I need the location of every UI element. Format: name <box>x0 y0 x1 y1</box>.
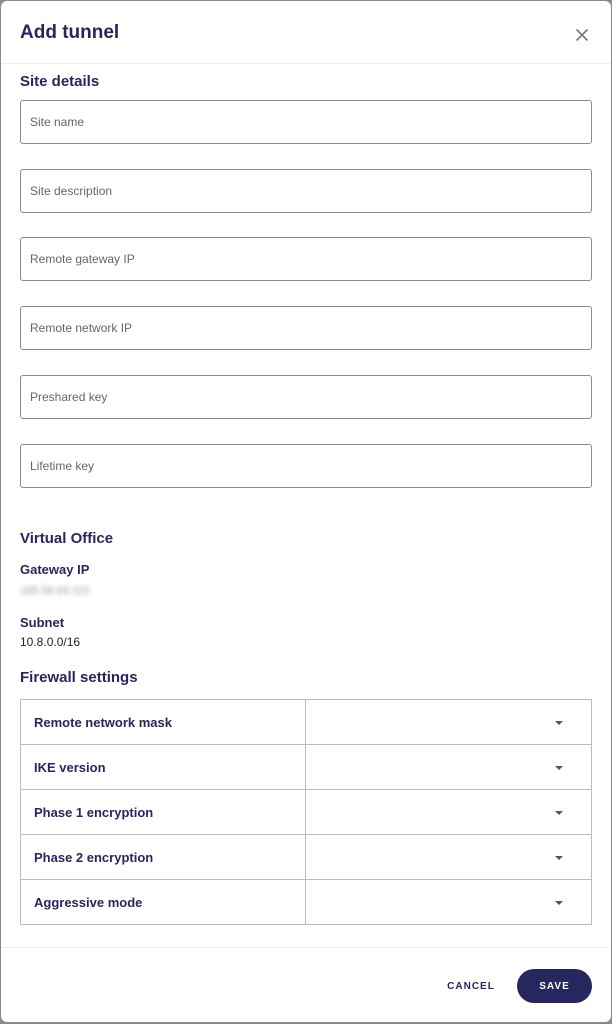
firewall-settings-heading: Firewall settings <box>20 669 138 686</box>
firewall-row-label: IKE version <box>21 745 306 790</box>
close-button[interactable] <box>570 23 594 47</box>
save-button[interactable]: SAVE <box>517 969 592 1003</box>
firewall-row-label: Remote network mask <box>21 700 306 745</box>
dropdown-caret-icon <box>555 856 563 860</box>
firewall-row-label: Phase 1 encryption <box>21 790 306 835</box>
firewall-row-remote-network-mask <box>21 700 592 745</box>
firewall-row-aggressive-mode <box>21 880 592 925</box>
phase-2-encryption-select[interactable] <box>306 835 592 880</box>
remote-network-mask-select[interactable] <box>306 700 592 745</box>
ike-version-select[interactable] <box>306 745 592 790</box>
footer-divider <box>1 947 611 948</box>
site-name-field[interactable] <box>20 100 592 144</box>
close-icon <box>570 23 594 47</box>
dropdown-caret-icon <box>555 721 563 725</box>
firewall-row-label: Aggressive mode <box>21 880 306 925</box>
lifetime-key-input[interactable] <box>30 445 580 487</box>
add-tunnel-modal <box>1 1 611 1022</box>
subnet-value: 10.8.0.0/16 <box>20 635 81 649</box>
cancel-button[interactable]: CANCEL <box>433 969 509 1003</box>
remote-network-ip-input[interactable] <box>30 307 580 349</box>
remote-network-ip-field[interactable] <box>20 306 592 350</box>
preshared-key-input[interactable] <box>30 376 580 418</box>
firewall-settings-table <box>20 699 592 925</box>
firewall-row-phase-2-encryption <box>21 835 592 880</box>
aggressive-mode-select[interactable] <box>306 880 592 925</box>
gateway-ip-value: 185.58.83.115 <box>20 585 90 597</box>
firewall-row-label: Phase 2 encryption <box>21 835 306 880</box>
modal-header <box>1 1 611 64</box>
preshared-key-field[interactable] <box>20 375 592 419</box>
site-description-input[interactable] <box>30 170 580 212</box>
site-details-heading: Site details <box>20 73 100 90</box>
lifetime-key-field[interactable] <box>20 444 592 488</box>
phase-1-encryption-select[interactable] <box>306 790 592 835</box>
site-name-input[interactable] <box>30 101 580 143</box>
dropdown-caret-icon <box>555 766 563 770</box>
dropdown-caret-icon <box>555 901 563 905</box>
firewall-row-ike-version <box>21 745 592 790</box>
site-description-field[interactable] <box>20 169 592 213</box>
gateway-ip-label: Gateway IP <box>20 562 90 577</box>
remote-gateway-ip-field[interactable] <box>20 237 592 281</box>
virtual-office-heading: Virtual Office <box>20 530 114 547</box>
remote-gateway-ip-input[interactable] <box>30 238 580 280</box>
dropdown-caret-icon <box>555 811 563 815</box>
firewall-row-phase-1-encryption <box>21 790 592 835</box>
subnet-label: Subnet <box>20 615 65 630</box>
modal-title: Add tunnel <box>20 22 120 43</box>
